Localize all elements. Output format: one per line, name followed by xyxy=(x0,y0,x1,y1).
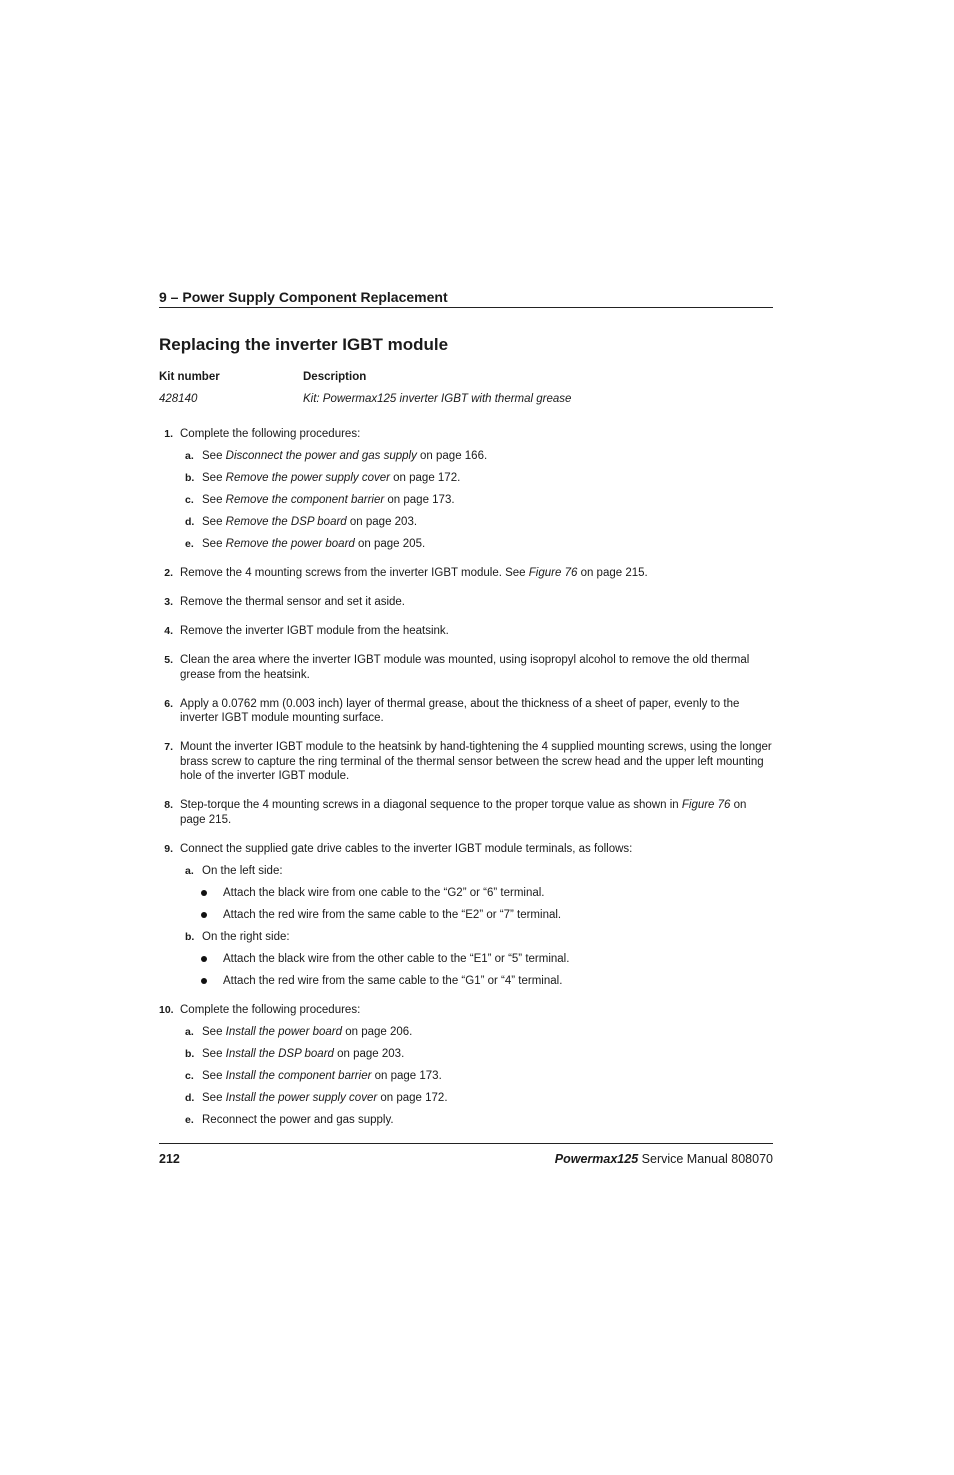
header-rule xyxy=(159,307,773,308)
bullet-icon xyxy=(201,956,207,962)
sub-step xyxy=(159,537,773,552)
text: on page 215. xyxy=(577,567,648,579)
step-text xyxy=(180,842,773,857)
text: See xyxy=(202,472,226,484)
sub-step-text xyxy=(202,930,773,945)
text: on page 215. xyxy=(180,799,747,826)
sub-step-letter: e. xyxy=(185,1113,194,1126)
sub-step-text xyxy=(202,1113,773,1128)
step-text xyxy=(180,697,773,726)
sub-step-text xyxy=(202,493,773,508)
kit-number-header: Kit number xyxy=(159,371,220,383)
sub-step xyxy=(159,930,773,945)
cross-reference: Install the DSP board xyxy=(225,1047,334,1060)
kit-table-row xyxy=(159,392,773,407)
step-text xyxy=(180,566,773,581)
procedure-step xyxy=(159,740,773,784)
bullet-text: Attach the black wire from one cable to the “G2” or “6” terminal. xyxy=(223,886,545,899)
text: On the left side: xyxy=(202,864,283,877)
sub-step-letter: a. xyxy=(185,864,194,877)
text: See xyxy=(202,1047,226,1060)
sub-step-letter: b. xyxy=(185,472,195,484)
cross-reference: Install the power board xyxy=(225,1025,343,1038)
cross-reference: Figure 76 xyxy=(681,799,731,811)
sub-step-text xyxy=(202,537,773,552)
sub-step-letter: b. xyxy=(185,1047,195,1060)
text: See xyxy=(202,450,226,462)
step-number: 7. xyxy=(164,741,173,753)
sub-step xyxy=(159,1091,773,1106)
text: Reconnect the power and gas supply. xyxy=(202,1113,394,1126)
bullet-item xyxy=(159,908,773,923)
bullet-text: Attach the black wire from the other cable to the “E1” or “5” terminal. xyxy=(223,952,570,965)
sub-step xyxy=(159,1047,773,1062)
text: Clean the area where the inverter IGBT module was mounted, using isopropyl alcohol to remove the old thermal grease from the heatsink. xyxy=(180,654,750,681)
bullet-icon xyxy=(201,978,207,984)
page-footer xyxy=(159,1152,773,1166)
text: on page 172. xyxy=(377,1091,448,1104)
bullet-item xyxy=(159,974,773,989)
sub-step-letter: a. xyxy=(185,450,194,462)
text: on page 203. xyxy=(333,1047,405,1060)
sub-step-text xyxy=(202,1025,773,1040)
sub-step xyxy=(159,1113,773,1128)
sub-step-letter: d. xyxy=(185,516,195,528)
sub-step xyxy=(159,1069,773,1084)
sub-step xyxy=(159,493,773,508)
page-content xyxy=(159,287,773,1142)
step-text xyxy=(180,653,773,682)
procedure-step xyxy=(159,1003,773,1128)
text: On the right side: xyxy=(202,930,290,943)
page-number: 212 xyxy=(159,1152,180,1166)
cross-reference: Install the power supply cover xyxy=(225,1091,378,1104)
step-number: 6. xyxy=(164,697,173,710)
sub-step xyxy=(159,1025,773,1040)
sub-step-text xyxy=(202,864,773,879)
bullet-text: Attach the red wire from the same cable to the “G1” or “4” terminal. xyxy=(223,974,563,987)
sub-step-letter: c. xyxy=(185,494,194,506)
sub-step-text xyxy=(202,1047,773,1062)
text: See xyxy=(202,1069,226,1082)
text: Mount the inverter IGBT module to the heatsink by hand-tightening the 4 supplied mounting screws, using the longer brass screw to capture the ring terminal of the thermal sensor between the screw head and the upper left mounting hole of the inverter IGBT module. xyxy=(180,741,772,782)
sub-step-letter: a. xyxy=(185,1025,194,1038)
footer-rule xyxy=(159,1143,773,1144)
text: See xyxy=(202,1025,226,1038)
step-number: 8. xyxy=(164,799,173,811)
text: Step-torque the 4 mounting screws in a diagonal sequence to the proper torque value as shown in xyxy=(180,799,682,811)
sub-step-text xyxy=(202,1069,773,1084)
kit-table xyxy=(159,370,773,407)
sub-step xyxy=(159,449,773,464)
procedure-steps xyxy=(159,427,773,1127)
footer-doc-info xyxy=(555,1152,773,1166)
procedure-step xyxy=(159,798,773,827)
cross-reference: Figure 76 xyxy=(528,567,578,579)
step-number: 2. xyxy=(164,567,173,579)
cross-reference: Install the component barrier xyxy=(225,1069,372,1082)
bullet-text: Attach the red wire from the same cable to the “E2” or “7” terminal. xyxy=(223,908,562,921)
bullet-item xyxy=(159,952,773,967)
text: Remove the 4 mounting screws from the inverter IGBT module. See xyxy=(180,567,529,579)
bullet-icon xyxy=(201,890,207,896)
kit-number: 428140 xyxy=(159,393,198,405)
procedure-step xyxy=(159,624,773,639)
text: on page 203. xyxy=(346,516,418,528)
sub-step-text xyxy=(202,449,773,464)
sub-step xyxy=(159,515,773,530)
text: on page 172. xyxy=(389,472,461,484)
step-text xyxy=(180,624,773,639)
text: on page 206. xyxy=(342,1025,413,1038)
sub-step-text xyxy=(202,471,773,486)
step-number: 5. xyxy=(164,654,173,666)
text: on page 166. xyxy=(416,450,488,462)
text: See xyxy=(202,494,226,506)
text: See xyxy=(202,1091,226,1104)
sub-step-text xyxy=(202,1091,773,1106)
step-number: 10. xyxy=(159,1003,174,1016)
cross-reference: Disconnect the power and gas supply xyxy=(225,450,417,462)
cross-reference: Remove the DSP board xyxy=(225,516,347,528)
chapter-header: 9 – Power Supply Component Replacement xyxy=(159,289,448,305)
bullet-item xyxy=(159,886,773,901)
text: See xyxy=(202,538,226,550)
sub-step-letter: b. xyxy=(185,930,195,943)
procedure-step xyxy=(159,427,773,552)
text: Complete the following procedures: xyxy=(180,428,361,440)
procedure-step xyxy=(159,653,773,682)
sub-step-text xyxy=(202,515,773,530)
sub-step-letter: e. xyxy=(185,538,194,550)
text: Apply a 0.0762 mm (0.003 inch) layer of thermal grease, about the thickness of a sheet of paper, evenly to the inverter IGBT module mounting surface. xyxy=(180,697,740,724)
step-text xyxy=(180,427,773,442)
cross-reference: Remove the power supply cover xyxy=(225,472,390,484)
step-text xyxy=(180,595,773,610)
text: on page 205. xyxy=(354,538,426,550)
text: Complete the following procedures: xyxy=(180,1003,361,1016)
step-number: 4. xyxy=(164,625,173,637)
page-title: Replacing the inverter IGBT module xyxy=(159,335,449,354)
text: Remove the inverter IGBT module from the heatsink. xyxy=(180,625,449,637)
step-number: 1. xyxy=(164,428,173,440)
procedure-step xyxy=(159,566,773,581)
description-header: Description xyxy=(303,371,367,383)
step-number: 3. xyxy=(164,596,173,608)
step-text xyxy=(180,740,773,784)
text: on page 173. xyxy=(384,494,455,506)
bullet-icon xyxy=(201,912,207,918)
step-text xyxy=(180,1003,773,1018)
step-number: 9. xyxy=(164,842,173,855)
kit-table-header xyxy=(159,370,773,385)
procedure-step xyxy=(159,842,773,989)
product-brand: Powermax125 xyxy=(554,1152,639,1166)
procedure-step xyxy=(159,595,773,610)
procedure-step xyxy=(159,697,773,726)
kit-description: Kit: Powermax125 inverter IGBT with thermal grease xyxy=(303,393,572,405)
text: See xyxy=(202,516,226,528)
cross-reference: Remove the component barrier xyxy=(225,494,385,506)
text: on page 173. xyxy=(371,1069,442,1082)
manual-id: Service Manual 808070 xyxy=(641,1152,773,1166)
sub-step xyxy=(159,864,773,879)
text: Remove the thermal sensor and set it aside. xyxy=(180,596,406,608)
cross-reference: Remove the power board xyxy=(225,538,355,550)
sub-step-letter: c. xyxy=(185,1069,194,1082)
sub-step xyxy=(159,471,773,486)
step-text xyxy=(180,798,773,827)
text: Connect the supplied gate drive cables to the inverter IGBT module terminals, as follows: xyxy=(180,842,633,855)
sub-step-letter: d. xyxy=(185,1091,195,1104)
